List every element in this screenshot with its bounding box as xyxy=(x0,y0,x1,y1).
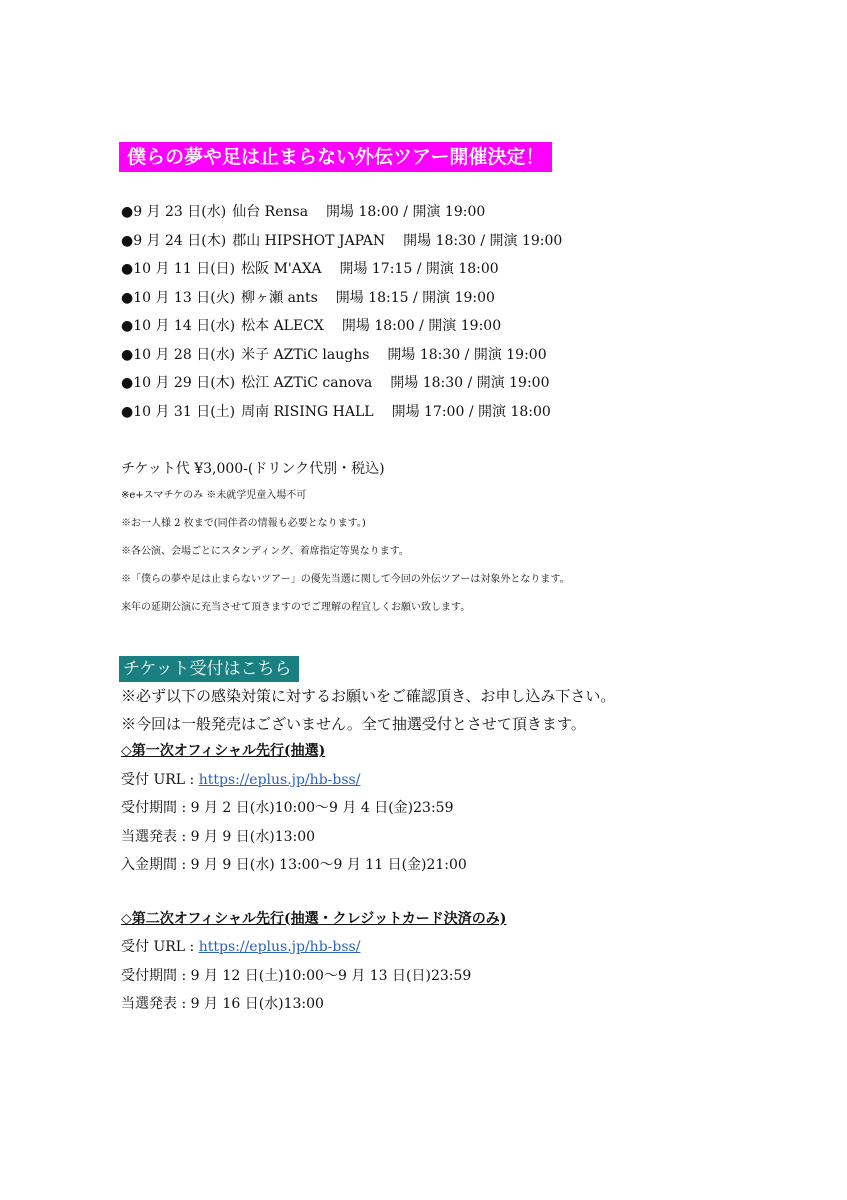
tour-title: 僕らの夢や足は止まらない外伝ツアー開催決定！ xyxy=(119,142,552,172)
schedule-times: 開場 18:30 / 開演 19:00 xyxy=(387,346,547,363)
schedule-row xyxy=(121,398,761,427)
url-label: 受付 URL : xyxy=(121,771,199,788)
schedule-times: 開場 18:15 / 開演 19:00 xyxy=(335,289,495,306)
schedule-venue: 周南 RISING HALL xyxy=(241,403,374,420)
schedule-date: ●9 月 23 日(水) xyxy=(121,204,227,220)
schedule-venue: 米子 AZTiC laughs xyxy=(241,346,370,363)
phase1-payment: 入金期間 : 9 月 9 日(水) 13:00〜9 月 11 日(金)21:00 xyxy=(121,857,467,873)
ticket-note: ※お一人様 2 枚まで(同伴者の情報も必要となります。) xyxy=(121,518,366,529)
schedule-times: 開場 18:30 / 開演 19:00 xyxy=(390,375,550,391)
ticket-note: ※e+スマチケのみ ※未就学児童入場不可 xyxy=(121,490,307,501)
schedule-date: ●10 月 11 日(日) xyxy=(121,261,236,277)
phase1-announce: 当選発表 : 9 月 9 日(水)13:00 xyxy=(121,828,316,845)
ticket-details xyxy=(121,456,761,622)
schedule-venue: 松江 AZTiC canova xyxy=(241,375,373,391)
ticket-section-heading: チケット受付はこちら xyxy=(119,656,299,682)
section-spacer xyxy=(121,880,771,906)
schedule-venue: 松本 ALECX xyxy=(241,318,324,334)
schedule-times: 開場 18:30 / 開演 19:00 xyxy=(403,232,563,249)
schedule-row xyxy=(121,255,761,284)
schedule-date: ●10 月 31 日(土) xyxy=(121,403,236,420)
schedule-venue: 仙台 Rensa xyxy=(232,204,309,220)
phase2-url-row xyxy=(121,933,771,962)
schedule-times: 開場 17:00 / 開演 18:00 xyxy=(391,403,551,420)
schedule-date: ●9 月 24 日(木) xyxy=(121,232,227,249)
schedule-venue: 松阪 M'AXA xyxy=(241,261,322,277)
intro-note: ※今回は一般発売はございません。全て抽選受付とさせて頂きます。 xyxy=(121,714,586,733)
intro-note: ※必ず以下の感染対策に対するお願いをご確認頂き、お申し込み下さい。 xyxy=(121,687,616,705)
phase1-title: ◇第一次オフィシャル先行(抽選) xyxy=(121,743,326,759)
ticket-note: ※各公演、会場ごとにスタンディング、着席指定等異なります。 xyxy=(121,546,409,557)
phase1-url-link[interactable]: https://eplus.jp/hb-bss/ xyxy=(198,771,361,788)
ticket-price: チケット代 ¥3,000-(ドリンク代別・税込) xyxy=(121,461,385,477)
phase1-period: 受付期間 : 9 月 2 日(水)10:00〜9 月 4 日(金)23:59 xyxy=(121,800,454,816)
schedule-venue: 柳ヶ瀬 ants xyxy=(241,289,318,306)
schedule-row xyxy=(121,312,761,341)
schedule-row xyxy=(121,369,761,398)
schedule-row xyxy=(121,198,761,227)
ticket-info-section xyxy=(121,683,771,1019)
ticket-note: ※「僕らの夢や足は止まらないツアー」の優先当選に関して今回の外伝ツアーは対象外となります。 xyxy=(121,574,570,585)
phase2-period: 受付期間 : 9 月 12 日(土)10:00〜9 月 13 日(日)23:59 xyxy=(121,967,472,984)
phase2-url-link[interactable]: https://eplus.jp/hb-bss/ xyxy=(198,939,361,955)
url-label: 受付 URL : xyxy=(121,939,199,955)
schedule-row xyxy=(121,284,761,313)
schedule-times: 開場 18:00 / 開演 19:00 xyxy=(326,204,486,220)
schedule-date: ●10 月 14 日(水) xyxy=(121,318,236,334)
schedule-row xyxy=(121,227,761,256)
phase1-url-row xyxy=(121,766,771,795)
schedule-row xyxy=(121,341,761,370)
schedule-date: ●10 月 28 日(水) xyxy=(121,346,236,363)
schedule-date: ●10 月 29 日(木) xyxy=(121,375,236,391)
schedule-venue: 郡山 HIPSHOT JAPAN xyxy=(232,232,386,249)
schedule-times: 開場 18:00 / 開演 19:00 xyxy=(341,318,502,334)
phase2-title: ◇第二次オフィシャル先行(抽選・クレジットカード決済のみ) xyxy=(121,910,507,927)
schedule-times: 開場 17:15 / 開演 18:00 xyxy=(339,261,499,277)
schedule-date: ●10 月 13 日(火) xyxy=(121,289,236,306)
schedule-list xyxy=(121,198,761,426)
phase2-announce: 当選発表 : 9 月 16 日(水)13:00 xyxy=(121,996,324,1012)
ticket-note: 来年の延期公演に充当させて頂きますのでご理解の程宜しくお願い致します。 xyxy=(121,602,471,613)
